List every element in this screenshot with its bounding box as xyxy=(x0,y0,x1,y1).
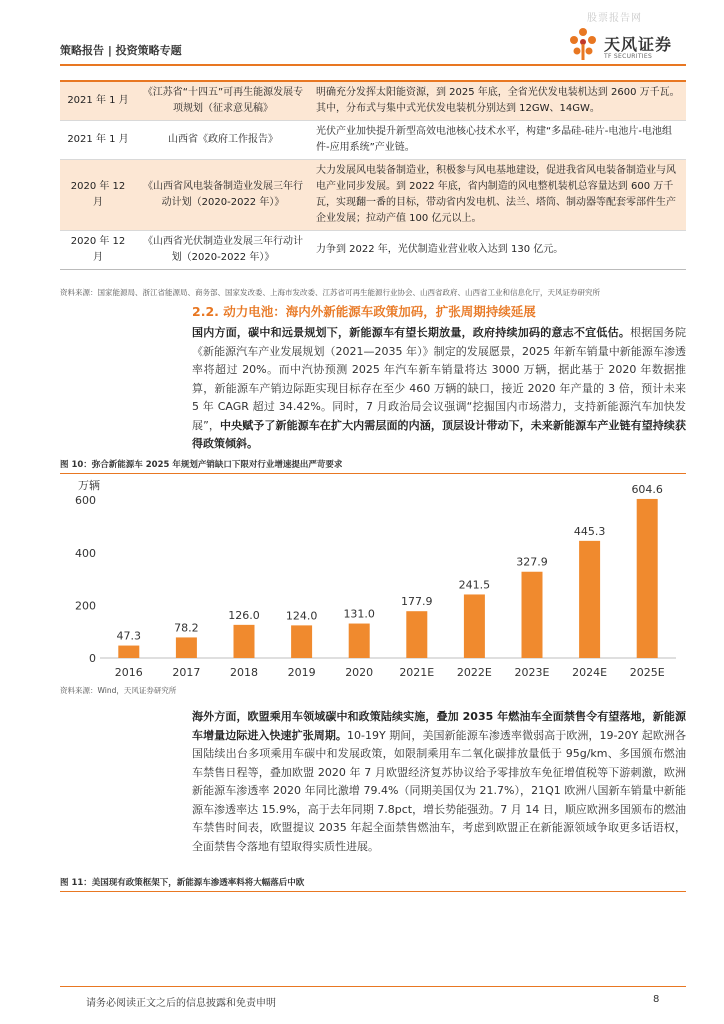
table-row xyxy=(60,121,686,160)
y-tick-label: 0 xyxy=(89,652,96,665)
paragraph-emphasis: 中央赋予了新能源车在扩大内需层面的内涵，顶层设计带动下，未来新能源车产业链有望持续获得政策倾斜。 xyxy=(192,418,687,450)
policy-content: 明确充分发挥太阳能资源，到 2025 年底，全省光伏发电装机达到 2600 万千瓦。其中，分布式与集中式光伏发电装机分别达到 12GW、14GW。 xyxy=(310,81,686,121)
data-label: 241.5 xyxy=(458,578,491,592)
policy-name: 《江苏省“十四五”可再生能源发展专项规划（征求意见稿》 xyxy=(136,81,310,121)
bar xyxy=(176,637,197,658)
paragraph-body: 10-19Y 期间，美国新能源车渗透率微弱高于欧洲，19-20Y 起欧洲各国陆续出台多项乘用车碳中和发展政策，如限制乘用车二氧化碳排放量低于 95g/km、多国颁布燃油车禁售日程等，叠加欧盟 2020 年 7 月欧盟经济复苏协议给予零排放车免征增值税等下游刺激，欧洲新能源车渗透率 2020 年同比激增 79.4%（同期美国仅为 21.7%），21Q1 欧洲八国新车销量中新能源车渗透率达 15.9%，高于去年同期 7.8pct，增长势能强劲。7 月 14 日，顺应欧洲多国颁布的燃油车禁售时间表，欧盟提议 2035 年起全面禁售燃油车，考虑到欧盟正在新能源领域争取更多话语权，全面禁售令落地有望取得实质性进展。 xyxy=(192,728,687,853)
data-label: 126.0 xyxy=(228,608,260,622)
x-tick-label: 2017 xyxy=(172,666,201,679)
footer-disclaimer: 请务必阅读正文之后的信息披露和免责申明 xyxy=(86,998,276,1009)
y-tick-label: 600 xyxy=(75,494,96,508)
x-tick-label: 2023E xyxy=(514,666,550,679)
x-tick-label: 2018 xyxy=(230,666,258,679)
paragraph-body: 根据国务院《新能源汽车产业发展规划（2021—2035 年）》制定的发展愿景，2025 年新车销量中新能源车渗透率将超过 20%。而中汽协预测 2025 年汽车新车销量将达 3000 万辆，据此基于 2020 年数据推算，新能源车产销边际距实现目标存在至少 460 万辆的缺口，接近 2020 年产量的 3 倍，预计未来 5 年 CAGR 超过 34.42%。同时，7 月政治局会议强调“挖掘国内市场潜力，支持新能源汽车加快发展”， xyxy=(192,326,687,432)
page-number: 8 xyxy=(653,994,660,1005)
bar-chart xyxy=(60,475,686,685)
data-label: 327.9 xyxy=(516,555,548,569)
data-label: 604.6 xyxy=(631,482,663,496)
policy-date: 2020 年 12 月 xyxy=(60,231,136,270)
bar xyxy=(406,611,427,658)
bar xyxy=(118,646,139,658)
x-tick-label: 2022E xyxy=(456,666,492,679)
section-title: 2.2. 动力电池：海内外新能源车政策加码，扩张周期持续延展 xyxy=(192,304,536,319)
bar xyxy=(234,625,255,658)
table-source: 资料来源：国家能源局、浙江省能源局、商务部、国家发改委、上海市发改委、江苏省可再生能源行业协会、山西省政府、山西省工业和信息化厅，天风证券研究所 xyxy=(60,288,600,297)
x-tick-label: 2024E xyxy=(572,666,608,679)
y-axis-unit: 万辆 xyxy=(78,479,100,492)
table-row xyxy=(60,160,686,231)
bar xyxy=(637,499,658,658)
policy-date: 2020 年 12 月 xyxy=(60,160,136,231)
figure-11-title: 图 11：美国现有政策框架下，新能源车渗透率料将大幅落后中欧 xyxy=(60,876,686,892)
policy-name: 山西省《政府工作报告》 xyxy=(136,121,310,160)
policy-table xyxy=(60,80,686,270)
bar xyxy=(464,594,485,658)
data-label: 131.0 xyxy=(343,607,375,621)
policy-date: 2021 年 1 月 xyxy=(60,81,136,121)
data-label: 177.9 xyxy=(401,595,433,609)
header-divider xyxy=(60,64,686,66)
logo-icon xyxy=(566,24,600,64)
x-tick-label: 2021E xyxy=(399,666,435,679)
table-row xyxy=(60,231,686,270)
y-tick-label: 400 xyxy=(75,546,96,560)
x-tick-label: 2016 xyxy=(114,666,143,679)
company-logo xyxy=(566,22,686,66)
figure-10-title: 图 10：弥合新能源车 2025 年规划产销缺口下限对行业增速提出严苛要求 xyxy=(60,458,686,474)
policy-name: 《山西省光伏制造业发展三年行动计划（2020-2022 年）》 xyxy=(136,231,310,270)
footer-divider xyxy=(60,986,686,987)
watermark: 股票报告网 xyxy=(587,13,642,24)
report-header: 策略报告 | 投资策略专题 xyxy=(60,44,182,57)
bar xyxy=(579,541,600,658)
x-tick-label: 2025E xyxy=(629,666,665,679)
policy-content: 大力发展风电装备制造业，积极参与风电基地建设，促进我省风电装备制造业与风电产业同步发展。到 2022 年底，省内制造的风电整机装机总容量达到 600 万千瓦，实现翻一番的目标，带动省内发电机、法兰、塔筒、制动器等配套零部件生产企业发展；拉动产值 100 亿元以上。 xyxy=(310,160,686,231)
bar xyxy=(291,625,312,658)
y-tick-label: 200 xyxy=(75,599,96,613)
paragraph-lead: 国内方面，碳中和远景规划下，新能源车有望长期放量，政府持续加码的意志不宜低估。 xyxy=(192,326,631,339)
logo-text: 天风证券 xyxy=(604,35,673,54)
x-tick-label: 2019 xyxy=(287,666,316,679)
figure-10-source: 资料来源：Wind，天风证券研究所 xyxy=(60,686,177,695)
data-label: 445.3 xyxy=(573,524,606,538)
bar xyxy=(349,624,370,658)
bar xyxy=(522,572,543,658)
data-label: 47.3 xyxy=(116,629,142,643)
policy-date: 2021 年 1 月 xyxy=(60,121,136,160)
logo-subtext: TF SECURITIES xyxy=(604,53,653,60)
policy-content: 光伏产业加快提升新型高效电池核心技术水平，构建“多晶硅-硅片-电池片-电池组件-应用系统”产业链。 xyxy=(310,121,686,160)
paragraph-lead: 海外方面，欧盟乘用车领域碳中和政策陆续实施，叠加 2035 年燃油车全面禁售令有望落地，新能源车增量边际进入快速扩张周期。 xyxy=(192,710,686,742)
data-label: 124.0 xyxy=(285,609,318,623)
paragraph-domestic xyxy=(192,324,686,454)
table-row xyxy=(60,81,686,121)
paragraph-overseas xyxy=(192,708,686,856)
x-tick-label: 2020 xyxy=(345,666,374,679)
data-label: 78.2 xyxy=(174,621,199,635)
policy-name: 《山西省风电装备制造业发展三年行动计划（2020-2022 年）》 xyxy=(136,160,310,231)
policy-content: 力争到 2022 年，光伏制造业营业收入达到 130 亿元。 xyxy=(310,231,686,270)
